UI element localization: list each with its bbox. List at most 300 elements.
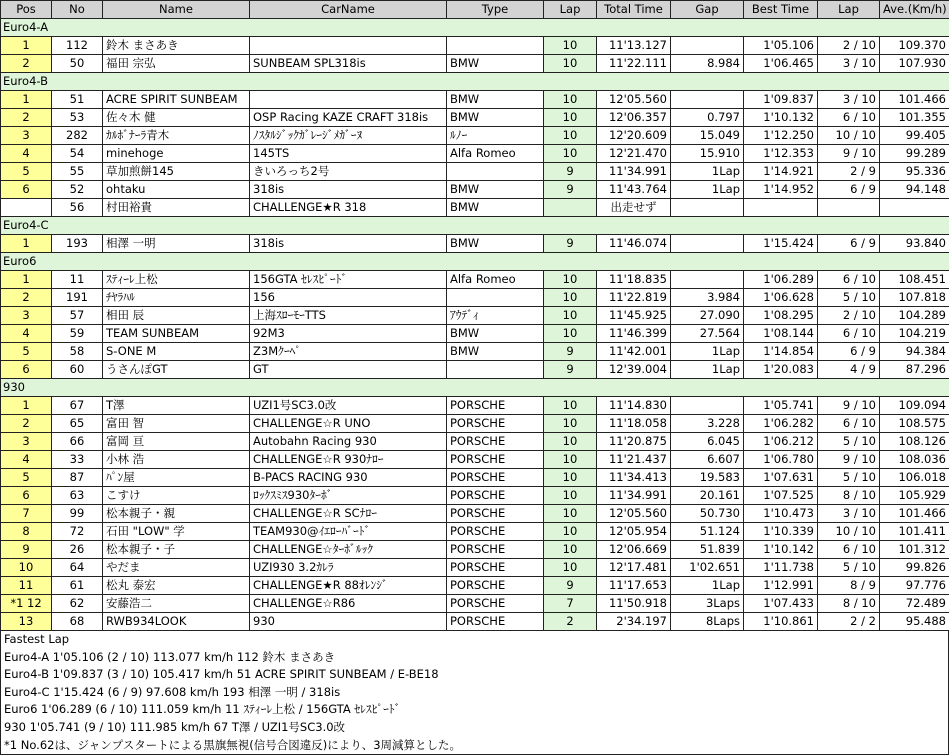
pos: 1 — [1, 37, 52, 55]
average-speed: 99.405 — [880, 127, 949, 145]
driver-name: 相澤 一明 — [103, 235, 250, 253]
car-number: 51 — [52, 91, 103, 109]
best-time: 1'06.289 — [744, 271, 818, 289]
total-time: 11'34.991 — [597, 163, 671, 181]
driver-name: 石田 "LOW" 学 — [103, 523, 250, 541]
car-number: 60 — [52, 361, 103, 379]
driver-name: S-ONE M — [103, 343, 250, 361]
total-time: 12'21.470 — [597, 145, 671, 163]
gap: 1Lap — [671, 343, 744, 361]
average-speed: 104.219 — [880, 325, 949, 343]
pos: 10 — [1, 559, 52, 577]
car-name: ﾛｯｸｽﾐｽ930ﾀｰﾎﾞ — [250, 487, 447, 505]
car-type: PORSCHE — [447, 451, 544, 469]
table-row — [1, 577, 949, 595]
gap: 27.090 — [671, 307, 744, 325]
average-speed: 97.776 — [880, 577, 949, 595]
driver-name: うさんぽGT — [103, 361, 250, 379]
car-number: 87 — [52, 469, 103, 487]
average-speed: 101.355 — [880, 109, 949, 127]
car-name: B-PACS RACING 930 — [250, 469, 447, 487]
car-type: BMW — [447, 325, 544, 343]
average-speed: 105.929 — [880, 487, 949, 505]
class-name: 930 — [1, 379, 949, 397]
car-name: CHALLENGE☆ﾀｰﾎﾞﾙｯｸ — [250, 541, 447, 559]
average-speed: 106.018 — [880, 469, 949, 487]
gap: 50.730 — [671, 505, 744, 523]
car-number: 193 — [52, 235, 103, 253]
best-time: 1'07.525 — [744, 487, 818, 505]
total-time: 12'05.560 — [597, 91, 671, 109]
gap: 51.124 — [671, 523, 744, 541]
car-type: BMW — [447, 343, 544, 361]
laps: 10 — [544, 415, 597, 433]
laps: 10 — [544, 487, 597, 505]
car-type — [447, 361, 544, 379]
best-lap: 3 / 10 — [818, 505, 880, 523]
best-time: 1'05.741 — [744, 397, 818, 415]
average-speed — [880, 199, 949, 217]
car-name: GT — [250, 361, 447, 379]
total-time: 11'46.074 — [597, 235, 671, 253]
gap: 27.564 — [671, 325, 744, 343]
gap: 3.228 — [671, 415, 744, 433]
pos: 6 — [1, 181, 52, 199]
laps: 9 — [544, 343, 597, 361]
gap: 8Laps — [671, 613, 744, 631]
car-type: PORSCHE — [447, 397, 544, 415]
car-number: 55 — [52, 163, 103, 181]
gap: 19.583 — [671, 469, 744, 487]
gap: 1Lap — [671, 577, 744, 595]
car-number: 54 — [52, 145, 103, 163]
car-name: CHALLENGE☆R UNO — [250, 415, 447, 433]
car-type — [447, 37, 544, 55]
car-number: 58 — [52, 343, 103, 361]
best-time: 1'07.631 — [744, 469, 818, 487]
car-name: 930 — [250, 613, 447, 631]
laps: 10 — [544, 451, 597, 469]
best-lap: 8 / 9 — [818, 577, 880, 595]
column-header-best-lap: Lap — [818, 1, 880, 19]
fastest-lap-line: Euro6 1'06.289 (6 / 10) 111.059 km/h 11 ｽﾃｨｰﾚ上松 / 156GTA ｾﾚｽﾋﾟｰﾄﾞ — [4, 702, 401, 717]
total-time: 12'17.481 — [597, 559, 671, 577]
table-row — [1, 523, 949, 541]
car-name: UZI1号SC3.0改 — [250, 397, 447, 415]
car-name: 156 — [250, 289, 447, 307]
laps: 10 — [544, 397, 597, 415]
average-speed: 108.451 — [880, 271, 949, 289]
car-number: 33 — [52, 451, 103, 469]
average-speed: 101.411 — [880, 523, 949, 541]
column-header-car-number: No — [52, 1, 103, 19]
pos: 4 — [1, 451, 52, 469]
gap: 15.049 — [671, 127, 744, 145]
pos: 1 — [1, 235, 52, 253]
laps: 10 — [544, 523, 597, 541]
car-type: ｱｳﾃﾞｨ — [447, 307, 544, 325]
class-row — [1, 73, 949, 91]
total-time: 12'06.669 — [597, 541, 671, 559]
table-row — [1, 37, 949, 55]
car-name: CHALLENGE☆R SCﾅﾛｰ — [250, 505, 447, 523]
table-row — [1, 271, 949, 289]
car-name: 318is — [250, 235, 447, 253]
total-time: 11'34.991 — [597, 487, 671, 505]
gap — [671, 397, 744, 415]
best-time: 1'10.861 — [744, 613, 818, 631]
pos: 1 — [1, 271, 52, 289]
car-number: 26 — [52, 541, 103, 559]
laps: 10 — [544, 145, 597, 163]
pos: 11 — [1, 577, 52, 595]
total-time: 11'43.764 — [597, 181, 671, 199]
total-time: 11'17.653 — [597, 577, 671, 595]
best-lap: 2 / 10 — [818, 307, 880, 325]
table-row — [1, 451, 949, 469]
fastest-lap-line: Euro4-B 1'09.837 (3 / 10) 105.417 km/h 51 ACRE SPIRIT SUNBEAM / E-BE18 — [4, 667, 439, 682]
driver-name: 富田 智 — [103, 415, 250, 433]
fastest-lap-line: 930 1'05.741 (9 / 10) 111.985 km/h 67 T澤 / UZI1号SC3.0改 — [4, 719, 346, 734]
total-time: 12'05.954 — [597, 523, 671, 541]
best-lap: 3 / 10 — [818, 91, 880, 109]
car-name: きいろっち2号 — [250, 163, 447, 181]
driver-name: 松本親子・子 — [103, 541, 250, 559]
average-speed: 104.289 — [880, 307, 949, 325]
class-name: Euro6 — [1, 253, 949, 271]
pos: 3 — [1, 307, 52, 325]
best-lap: 6 / 9 — [818, 343, 880, 361]
driver-name: 小林 浩 — [103, 451, 250, 469]
best-lap: 6 / 10 — [818, 271, 880, 289]
total-time: 11'22.819 — [597, 289, 671, 307]
driver-name: 福田 宗弘 — [103, 55, 250, 73]
table-row — [1, 145, 949, 163]
average-speed: 94.148 — [880, 181, 949, 199]
laps: 9 — [544, 577, 597, 595]
driver-name: 佐々木 健 — [103, 109, 250, 127]
car-type: BMW — [447, 199, 544, 217]
total-time: 12'06.357 — [597, 109, 671, 127]
table-row — [1, 469, 949, 487]
laps: 10 — [544, 469, 597, 487]
best-time: 1'06.628 — [744, 289, 818, 307]
header-row — [1, 1, 949, 19]
car-name: 318is — [250, 181, 447, 199]
car-type: PORSCHE — [447, 595, 544, 613]
car-number: 56 — [52, 199, 103, 217]
notes-section — [0, 631, 949, 755]
best-lap: 6 / 10 — [818, 415, 880, 433]
car-type: Alfa Romeo — [447, 145, 544, 163]
best-time: 1'07.433 — [744, 595, 818, 613]
gap: 1'02.651 — [671, 559, 744, 577]
average-speed: 109.370 — [880, 37, 949, 55]
driver-name: T澤 — [103, 397, 250, 415]
table-row — [1, 433, 949, 451]
car-number: 59 — [52, 325, 103, 343]
gap: 51.839 — [671, 541, 744, 559]
laps: 10 — [544, 559, 597, 577]
table-row — [1, 163, 949, 181]
column-header-laps: Lap — [544, 1, 597, 19]
best-lap: 5 / 10 — [818, 289, 880, 307]
best-time: 1'12.250 — [744, 127, 818, 145]
car-number: 11 — [52, 271, 103, 289]
best-lap: 2 / 9 — [818, 163, 880, 181]
table-row — [1, 487, 949, 505]
laps: 9 — [544, 163, 597, 181]
fastest-lap-title: Fastest Lap — [4, 632, 70, 646]
car-name: ﾉｽﾀﾙｼﾞｯｸｶﾞﾚｰｼﾞﾒｶﾞｰﾇ — [250, 127, 447, 145]
car-type: PORSCHE — [447, 415, 544, 433]
total-time: 11'20.875 — [597, 433, 671, 451]
gap: 15.910 — [671, 145, 744, 163]
driver-name: やだま — [103, 559, 250, 577]
gap: 3Laps — [671, 595, 744, 613]
pos: 5 — [1, 469, 52, 487]
best-time: 1'10.473 — [744, 505, 818, 523]
driver-name: ｶﾙﾎﾞﾅｰﾗ青木 — [103, 127, 250, 145]
driver-name: 村田裕貴 — [103, 199, 250, 217]
pos — [1, 199, 52, 217]
laps: 10 — [544, 91, 597, 109]
pos: 9 — [1, 541, 52, 559]
car-number: 191 — [52, 289, 103, 307]
column-header-average-speed: Ave.(Km/h) — [880, 1, 949, 19]
best-lap: 10 / 10 — [818, 523, 880, 541]
best-lap: 5 / 10 — [818, 559, 880, 577]
table-row — [1, 541, 949, 559]
car-type — [447, 289, 544, 307]
average-speed: 87.296 — [880, 361, 949, 379]
gap: 0.797 — [671, 109, 744, 127]
total-time: 11'13.127 — [597, 37, 671, 55]
class-row — [1, 379, 949, 397]
column-header-total-time: Total Time — [597, 1, 671, 19]
column-header-best-time: Best Time — [744, 1, 818, 19]
car-name: Z3Mｸｰﾍﾟ — [250, 343, 447, 361]
driver-name: 松本親子・親 — [103, 505, 250, 523]
average-speed: 95.488 — [880, 613, 949, 631]
car-number: 50 — [52, 55, 103, 73]
class-name: Euro4-B — [1, 73, 949, 91]
best-lap: 3 / 10 — [818, 55, 880, 73]
gap — [671, 199, 744, 217]
laps: 10 — [544, 289, 597, 307]
car-number: 57 — [52, 307, 103, 325]
best-time: 1'10.132 — [744, 109, 818, 127]
best-lap: 6 / 10 — [818, 109, 880, 127]
pos: 3 — [1, 127, 52, 145]
average-speed: 93.840 — [880, 235, 949, 253]
table-row — [1, 361, 949, 379]
total-time: 11'22.111 — [597, 55, 671, 73]
column-header-gap: Gap — [671, 1, 744, 19]
total-time: 11'18.058 — [597, 415, 671, 433]
car-type: BMW — [447, 109, 544, 127]
footnote: *1 No.62は、ジャンプスタートによる黒旗無視(信号合図違反)により、3周減算とした。 — [4, 737, 462, 752]
gap: 3.984 — [671, 289, 744, 307]
best-time: 1'14.854 — [744, 343, 818, 361]
driver-name: ACRE SPIRIT SUNBEAM — [103, 91, 250, 109]
average-speed: 99.289 — [880, 145, 949, 163]
car-type: ﾙﾉｰ — [447, 127, 544, 145]
best-lap: 5 / 10 — [818, 433, 880, 451]
best-time: 1'06.282 — [744, 415, 818, 433]
best-time: 1'20.083 — [744, 361, 818, 379]
driver-name: ﾊﾟﾝ屋 — [103, 469, 250, 487]
driver-name: 相田 辰 — [103, 307, 250, 325]
driver-name: 草加煎餅145 — [103, 163, 250, 181]
pos: 1 — [1, 397, 52, 415]
best-time: 1'06.212 — [744, 433, 818, 451]
laps: 9 — [544, 235, 597, 253]
car-number: 53 — [52, 109, 103, 127]
driver-name: ohtaku — [103, 181, 250, 199]
total-time: 出走せず — [597, 199, 671, 217]
driver-name: TEAM SUNBEAM — [103, 325, 250, 343]
laps: 7 — [544, 595, 597, 613]
car-name: SUNBEAM SPL318is — [250, 55, 447, 73]
gap: 20.161 — [671, 487, 744, 505]
best-lap: 5 / 10 — [818, 469, 880, 487]
best-time: 1'14.921 — [744, 163, 818, 181]
laps: 10 — [544, 325, 597, 343]
laps: 10 — [544, 55, 597, 73]
car-name: 92M3 — [250, 325, 447, 343]
laps: 10 — [544, 505, 597, 523]
class-row — [1, 253, 949, 271]
total-time: 11'21.437 — [597, 451, 671, 469]
average-speed: 107.930 — [880, 55, 949, 73]
gap: 1Lap — [671, 163, 744, 181]
average-speed: 101.466 — [880, 505, 949, 523]
gap: 8.984 — [671, 55, 744, 73]
gap: 6.045 — [671, 433, 744, 451]
average-speed: 108.575 — [880, 415, 949, 433]
car-number: 62 — [52, 595, 103, 613]
total-time: 12'20.609 — [597, 127, 671, 145]
total-time: 11'46.399 — [597, 325, 671, 343]
table-row — [1, 127, 949, 145]
average-speed: 101.312 — [880, 541, 949, 559]
class-row — [1, 217, 949, 235]
laps: 10 — [544, 541, 597, 559]
car-name: CHALLENGE★R 318 — [250, 199, 447, 217]
fastest-lap-line: Euro4-A 1'05.106 (2 / 10) 113.077 km/h 112 鈴木 まさあき — [4, 649, 336, 664]
car-number: 52 — [52, 181, 103, 199]
best-time: 1'09.837 — [744, 91, 818, 109]
total-time: 11'18.835 — [597, 271, 671, 289]
laps: 10 — [544, 271, 597, 289]
class-name: Euro4-C — [1, 217, 949, 235]
best-time: 1'11.738 — [744, 559, 818, 577]
car-number: 68 — [52, 613, 103, 631]
driver-name: 鈴木 まさあき — [103, 37, 250, 55]
table-row — [1, 289, 949, 307]
best-time: 1'15.424 — [744, 235, 818, 253]
car-type: BMW — [447, 91, 544, 109]
car-type: PORSCHE — [447, 577, 544, 595]
best-time: 1'10.339 — [744, 523, 818, 541]
best-lap: 10 / 10 — [818, 127, 880, 145]
laps: 10 — [544, 127, 597, 145]
gap: 6.607 — [671, 451, 744, 469]
driver-name: 富岡 亘 — [103, 433, 250, 451]
car-number: 282 — [52, 127, 103, 145]
best-lap: 8 / 10 — [818, 595, 880, 613]
driver-name: こすけ — [103, 487, 250, 505]
car-type: BMW — [447, 55, 544, 73]
best-time: 1'08.144 — [744, 325, 818, 343]
car-number: 61 — [52, 577, 103, 595]
table-row — [1, 325, 949, 343]
laps: 9 — [544, 181, 597, 199]
car-number: 66 — [52, 433, 103, 451]
best-time: 1'10.142 — [744, 541, 818, 559]
car-type: PORSCHE — [447, 613, 544, 631]
average-speed: 108.036 — [880, 451, 949, 469]
table-row — [1, 181, 949, 199]
laps: 10 — [544, 307, 597, 325]
pos: 3 — [1, 433, 52, 451]
car-type: PORSCHE — [447, 559, 544, 577]
car-type — [447, 163, 544, 181]
column-header-pos: Pos — [1, 1, 52, 19]
best-lap — [818, 199, 880, 217]
best-lap: 6 / 9 — [818, 181, 880, 199]
pos: 2 — [1, 55, 52, 73]
laps: 10 — [544, 109, 597, 127]
pos: *1 12 — [1, 595, 52, 613]
best-time: 1'06.465 — [744, 55, 818, 73]
pos: 6 — [1, 487, 52, 505]
average-speed: 99.826 — [880, 559, 949, 577]
laps: 9 — [544, 361, 597, 379]
best-time — [744, 199, 818, 217]
average-speed: 94.384 — [880, 343, 949, 361]
table-row — [1, 613, 949, 631]
gap: 1Lap — [671, 181, 744, 199]
total-time: 11'14.830 — [597, 397, 671, 415]
car-type: Alfa Romeo — [447, 271, 544, 289]
average-speed: 95.336 — [880, 163, 949, 181]
table-row — [1, 235, 949, 253]
column-header-car-type: Type — [447, 1, 544, 19]
pos: 7 — [1, 505, 52, 523]
gap — [671, 91, 744, 109]
car-number: 112 — [52, 37, 103, 55]
pos: 8 — [1, 523, 52, 541]
best-lap: 6 / 10 — [818, 541, 880, 559]
driver-name: RWB934LOOK — [103, 613, 250, 631]
car-type: PORSCHE — [447, 469, 544, 487]
best-time: 1'05.106 — [744, 37, 818, 55]
best-lap: 6 / 10 — [818, 325, 880, 343]
total-time: 11'50.918 — [597, 595, 671, 613]
car-name: UZI930 3.2ｶﾚﾗ — [250, 559, 447, 577]
table-row — [1, 595, 949, 613]
table-row — [1, 415, 949, 433]
car-name: OSP Racing KAZE CRAFT 318is — [250, 109, 447, 127]
gap: 1Lap — [671, 361, 744, 379]
best-time: 1'12.353 — [744, 145, 818, 163]
pos: 13 — [1, 613, 52, 631]
car-type: PORSCHE — [447, 433, 544, 451]
car-name: TEAM930@ｲｴﾛｰﾊﾞｰﾄﾞ — [250, 523, 447, 541]
total-time: 11'42.001 — [597, 343, 671, 361]
